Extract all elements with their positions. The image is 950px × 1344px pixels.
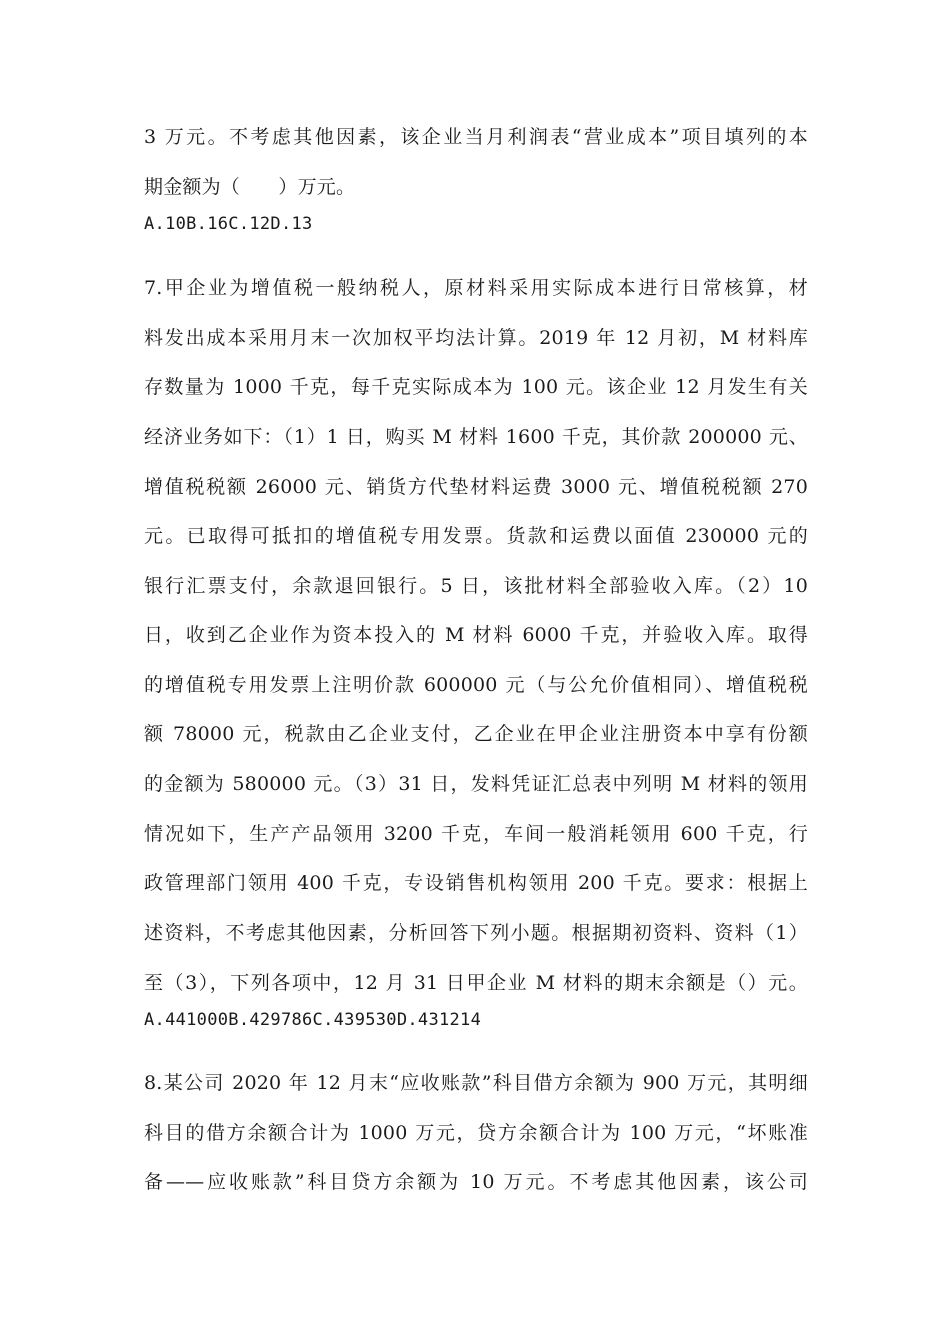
question7-line-3: 存数量为 1000 千克，每千克实际成本为 100 元。该企业 12 月发生有关 (144, 376, 808, 398)
question7-line-12: 情况如下，生产产品领用 3200 千克，车间一般消耗领用 600 千克，行 (144, 823, 808, 845)
question7-line-1: 7.甲企业为增值税一般纳税人，原材料采用实际成本进行日常核算，材 (144, 277, 808, 299)
question7-line-14: 述资料，不考虑其他因素，分析回答下列小题。根据期初资料、资料（1） (144, 922, 808, 944)
question8-line-2: 科目的借方余额合计为 1000 万元，贷方余额合计为 100 万元，“坏账准 (144, 1122, 808, 1144)
question7-line-7: 银行汇票支付，余款退回银行。5 日，该批材料全部验收入库。（2）10 (144, 575, 808, 597)
question6-options: A.10B.16C.12D.13 (144, 214, 313, 234)
question7-line-15: 至（3），下列各项中，12 月 31 日甲企业 M 材料的期末余额是（）元。 (144, 972, 808, 994)
question6-line-1: 3 万元。不考虑其他因素，该企业当月利润表“营业成本”项目填列的本 (144, 126, 808, 148)
question7-line-6: 元。已取得可抵扣的增值税专用发票。货款和运费以面值 230000 元的 (144, 525, 808, 547)
question7-line-9: 的增值税专用发票上注明价款 600000 元（与公允价值相同）、增值税税 (144, 674, 808, 696)
question7-line-10: 额 78000 元，税款由乙企业支付，乙企业在甲企业注册资本中享有份额 (144, 723, 808, 745)
question8-line-3: 备——应收账款”科目贷方余额为 10 万元。不考虑其他因素，该公司 (144, 1171, 808, 1193)
question7-line-5: 增值税税额 26000 元、销货方代垫材料运费 3000 元、增值税税额 270 (144, 476, 808, 498)
question8-line-1: 8.某公司 2020 年 12 月末“应收账款”科目借方余额为 900 万元，其明细 (144, 1072, 808, 1094)
question7-line-11: 的金额为 580000 元。（3）31 日，发料凭证汇总表中列明 M 材料的领用 (144, 773, 808, 795)
question7-line-4: 经济业务如下：（1）1 日，购买 M 材料 1600 千克，其价款 200000 元、 (144, 426, 808, 448)
question7-line-13: 政管理部门领用 400 千克，专设销售机构领用 200 千克。要求：根据上 (144, 872, 808, 894)
question7-line-2: 料发出成本采用月末一次加权平均法计算。2019 年 12 月初，M 材料库 (144, 327, 808, 349)
question6-line-2: 期金额为（ ）万元。 (144, 176, 356, 198)
question7-line-8: 日，收到乙企业作为资本投入的 M 材料 6000 千克，并验收入库。取得 (144, 624, 808, 646)
question7-options: A.441000B.429786C.439530D.431214 (144, 1010, 482, 1030)
